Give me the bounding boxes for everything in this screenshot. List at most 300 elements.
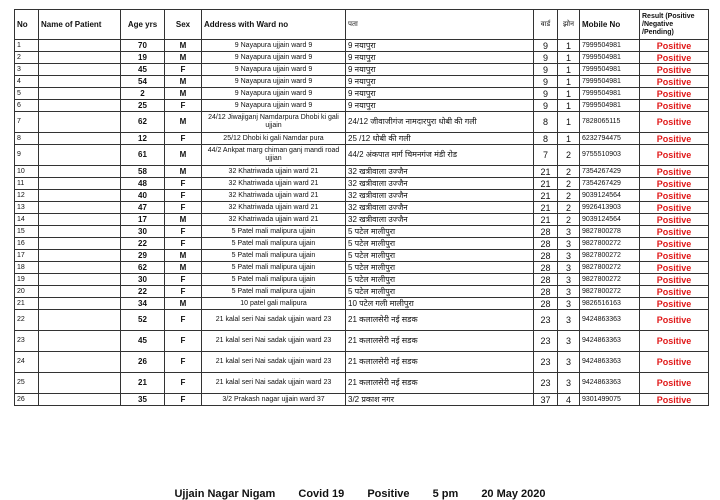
zone-no-cell: 1 (558, 100, 580, 112)
mobile-no-cell: 7828065115 (580, 112, 640, 133)
ward-no-cell: 21 (534, 190, 558, 202)
ward-no-cell: 8 (534, 112, 558, 133)
table-row (15, 214, 709, 226)
sex-cell: F (165, 373, 202, 394)
header-result: Result (Positive /Negative /Pending) (640, 10, 709, 40)
result-cell: Positive (640, 331, 709, 352)
zone-no-cell: 3 (558, 238, 580, 250)
zone-no-cell: 3 (558, 250, 580, 262)
zone-no-cell: 2 (558, 178, 580, 190)
table-row (15, 352, 709, 373)
age-cell: 22 (121, 238, 165, 250)
patient-name-cell (39, 310, 121, 331)
table-row (15, 394, 709, 406)
patient-name-cell (39, 88, 121, 100)
ward-no-cell: 21 (534, 214, 558, 226)
zone-no-cell: 4 (558, 394, 580, 406)
result-cell: Positive (640, 286, 709, 298)
address-hindi-cell: 9 नयापुरा (346, 40, 534, 52)
row-no-cell: 14 (15, 214, 39, 226)
patient-name-cell (39, 262, 121, 274)
footer-status: Positive (367, 488, 410, 500)
ward-no-cell: 21 (534, 178, 558, 190)
row-no-cell: 26 (15, 394, 39, 406)
result-cell: Positive (640, 373, 709, 394)
mobile-no-cell: 9424863363 (580, 373, 640, 394)
zone-no-cell: 3 (558, 274, 580, 286)
age-cell: 29 (121, 250, 165, 262)
address-hindi-cell: 44/2 अंकपात मार्ग चिमनगंज मंडी रोड (346, 145, 534, 166)
sex-cell: M (165, 52, 202, 64)
sex-cell: M (165, 214, 202, 226)
sex-cell: F (165, 286, 202, 298)
sex-cell: M (165, 40, 202, 52)
row-no-cell: 16 (15, 238, 39, 250)
age-cell: 12 (121, 133, 165, 145)
result-cell: Positive (640, 133, 709, 145)
patient-name-cell (39, 298, 121, 310)
ward-no-cell: 9 (534, 64, 558, 76)
ward-no-cell: 9 (534, 88, 558, 100)
table-row (15, 100, 709, 112)
table-row (15, 133, 709, 145)
ward-no-cell: 28 (534, 262, 558, 274)
sex-cell: F (165, 100, 202, 112)
mobile-no-cell: 9039124564 (580, 214, 640, 226)
table-row (15, 298, 709, 310)
row-no-cell: 9 (15, 145, 39, 166)
zone-no-cell: 1 (558, 40, 580, 52)
result-cell: Positive (640, 352, 709, 373)
mobile-no-cell: 9827800272 (580, 250, 640, 262)
patient-name-cell (39, 202, 121, 214)
ward-no-cell: 23 (534, 373, 558, 394)
table-row (15, 274, 709, 286)
ward-no-cell: 23 (534, 331, 558, 352)
result-cell: Positive (640, 250, 709, 262)
mobile-no-cell: 9827800278 (580, 226, 640, 238)
ward-no-cell: 23 (534, 352, 558, 373)
zone-no-cell: 3 (558, 310, 580, 331)
address-hindi-cell: 32 खत्रीवाला उज्जैन (346, 190, 534, 202)
age-cell: 47 (121, 202, 165, 214)
zone-no-cell: 2 (558, 166, 580, 178)
footer (0, 488, 720, 500)
patient-name-cell (39, 238, 121, 250)
sex-cell: F (165, 178, 202, 190)
result-cell: Positive (640, 166, 709, 178)
patient-name-cell (39, 352, 121, 373)
table-row (15, 373, 709, 394)
sex-cell: M (165, 166, 202, 178)
sex-cell: M (165, 112, 202, 133)
table-row (15, 331, 709, 352)
ward-no-cell: 28 (534, 298, 558, 310)
zone-no-cell: 1 (558, 52, 580, 64)
mobile-no-cell: 9755510903 (580, 145, 640, 166)
sex-cell: F (165, 64, 202, 76)
mobile-no-cell: 6232794475 (580, 133, 640, 145)
table-row (15, 112, 709, 133)
patient-name-cell (39, 394, 121, 406)
mobile-no-cell: 7354267429 (580, 166, 640, 178)
address-hindi-cell: 5 पटेल मालीपुरा (346, 238, 534, 250)
table-row (15, 145, 709, 166)
sex-cell: F (165, 133, 202, 145)
patient-name-cell (39, 250, 121, 262)
address-hindi-cell: 25 /12 धोबी की गली (346, 133, 534, 145)
zone-no-cell: 1 (558, 112, 580, 133)
age-cell: 34 (121, 298, 165, 310)
age-cell: 45 (121, 331, 165, 352)
address-cell: 21 kalal seri Nai sadak ujjain ward 23 (202, 310, 346, 331)
address-hindi-cell: 24/12 जीवाजीगंज नामदारपुरा धोबी की गली (346, 112, 534, 133)
footer-time: 5 pm (432, 488, 459, 500)
sex-cell: F (165, 238, 202, 250)
age-cell: 35 (121, 394, 165, 406)
address-cell: 5 Patel mali malipura ujjain (202, 286, 346, 298)
sex-cell: M (165, 262, 202, 274)
patient-name-cell (39, 76, 121, 88)
table-row (15, 202, 709, 214)
result-cell: Positive (640, 394, 709, 406)
mobile-no-cell: 7999504981 (580, 88, 640, 100)
address-hindi-cell: 9 नयापुरा (346, 52, 534, 64)
zone-no-cell: 2 (558, 190, 580, 202)
patient-name-cell (39, 331, 121, 352)
age-cell: 30 (121, 226, 165, 238)
address-cell: 5 Patel mali malipura ujjain (202, 238, 346, 250)
row-no-cell: 2 (15, 52, 39, 64)
header-sex: Sex (165, 10, 202, 40)
result-cell: Positive (640, 100, 709, 112)
row-no-cell: 10 (15, 166, 39, 178)
row-no-cell: 7 (15, 112, 39, 133)
table-row (15, 64, 709, 76)
table-row (15, 76, 709, 88)
ward-no-cell: 7 (534, 145, 558, 166)
age-cell: 70 (121, 40, 165, 52)
sex-cell: M (165, 76, 202, 88)
result-cell: Positive (640, 88, 709, 100)
mobile-no-cell: 7999504981 (580, 100, 640, 112)
row-no-cell: 15 (15, 226, 39, 238)
sex-cell: F (165, 352, 202, 373)
address-hindi-cell: 32 खत्रीवाला उज्जैन (346, 214, 534, 226)
footer-org: Ujjain Nagar Nigam (174, 488, 276, 500)
zone-no-cell: 3 (558, 262, 580, 274)
zone-no-cell: 3 (558, 352, 580, 373)
sex-cell: F (165, 274, 202, 286)
patient-name-cell (39, 100, 121, 112)
zone-no-cell: 2 (558, 214, 580, 226)
sex-cell: M (165, 250, 202, 262)
address-hindi-cell: 21 कलालसेरी नई सडक (346, 310, 534, 331)
zone-no-cell: 3 (558, 286, 580, 298)
ward-no-cell: 9 (534, 40, 558, 52)
address-hindi-cell: 32 खत्रीवाला उज्जैन (346, 166, 534, 178)
header-name: Name of Patient (39, 10, 121, 40)
patient-name-cell (39, 40, 121, 52)
address-cell: 32 Khatriwada ujjain ward 21 (202, 202, 346, 214)
ward-no-cell: 9 (534, 52, 558, 64)
address-hindi-cell: 21 कलालसेरी नई सडक (346, 352, 534, 373)
address-cell: 25/12 Dhobi ki gali Namdar pura (202, 133, 346, 145)
address-cell: 21 kalal seri Nai sadak ujjain ward 23 (202, 331, 346, 352)
patient-name-cell (39, 286, 121, 298)
ward-no-cell: 37 (534, 394, 558, 406)
result-cell: Positive (640, 298, 709, 310)
address-cell: 5 Patel mali malipura ujjain (202, 274, 346, 286)
address-cell: 44/2 Ankpat marg chiman ganj mandi road ujjian (202, 145, 346, 166)
ward-no-cell: 21 (534, 166, 558, 178)
sex-cell: F (165, 190, 202, 202)
age-cell: 30 (121, 274, 165, 286)
table-row (15, 178, 709, 190)
header-age: Age yrs (121, 10, 165, 40)
row-no-cell: 25 (15, 373, 39, 394)
row-no-cell: 5 (15, 88, 39, 100)
mobile-no-cell: 7999504981 (580, 40, 640, 52)
zone-no-cell: 1 (558, 64, 580, 76)
mobile-no-cell: 9301499075 (580, 394, 640, 406)
age-cell: 40 (121, 190, 165, 202)
table-row (15, 52, 709, 64)
result-cell: Positive (640, 202, 709, 214)
address-hindi-cell: 10 पटेल गली मालीपुरा (346, 298, 534, 310)
sex-cell: M (165, 145, 202, 166)
ward-no-cell: 28 (534, 274, 558, 286)
ward-no-cell: 9 (534, 100, 558, 112)
address-cell: 5 Patel mali malipura ujjain (202, 226, 346, 238)
mobile-no-cell: 9424863363 (580, 331, 640, 352)
zone-no-cell: 3 (558, 226, 580, 238)
address-hindi-cell: 32 खत्रीवाला उज्जैन (346, 202, 534, 214)
age-cell: 17 (121, 214, 165, 226)
sex-cell: F (165, 226, 202, 238)
patient-name-cell (39, 133, 121, 145)
address-hindi-cell: 5 पटेल मालीपुरा (346, 274, 534, 286)
address-cell: 9 Nayapura ujjain ward 9 (202, 64, 346, 76)
address-hindi-cell: 9 नयापुरा (346, 64, 534, 76)
address-hindi-cell: 32 खत्रीवाला उज्जैन (346, 178, 534, 190)
mobile-no-cell: 9826516163 (580, 298, 640, 310)
result-cell: Positive (640, 40, 709, 52)
address-cell: 5 Patel mali malipura ujjain (202, 262, 346, 274)
result-cell: Positive (640, 64, 709, 76)
patient-name-cell (39, 112, 121, 133)
row-no-cell: 18 (15, 262, 39, 274)
result-cell: Positive (640, 262, 709, 274)
patient-name-cell (39, 214, 121, 226)
header-mobile: Mobile No (580, 10, 640, 40)
sex-cell: M (165, 88, 202, 100)
row-no-cell: 20 (15, 286, 39, 298)
mobile-no-cell: 7354267429 (580, 178, 640, 190)
table-row (15, 166, 709, 178)
row-no-cell: 19 (15, 274, 39, 286)
age-cell: 26 (121, 352, 165, 373)
age-cell: 62 (121, 112, 165, 133)
footer-date: 20 May 2020 (481, 488, 546, 500)
address-hindi-cell: 5 पटेल मालीपुरा (346, 262, 534, 274)
patient-name-cell (39, 166, 121, 178)
result-cell: Positive (640, 145, 709, 166)
age-cell: 61 (121, 145, 165, 166)
mobile-no-cell: 7999504981 (580, 76, 640, 88)
ward-no-cell: 28 (534, 238, 558, 250)
mobile-no-cell: 9424863363 (580, 310, 640, 331)
row-no-cell: 4 (15, 76, 39, 88)
address-cell: 9 Nayapura ujjain ward 9 (202, 76, 346, 88)
address-cell: 5 Patel mali malipura ujjain (202, 250, 346, 262)
age-cell: 25 (121, 100, 165, 112)
row-no-cell: 22 (15, 310, 39, 331)
table-row (15, 250, 709, 262)
patient-name-cell (39, 145, 121, 166)
address-hindi-cell: 9 नयापुरा (346, 100, 534, 112)
mobile-no-cell: 9926413903 (580, 202, 640, 214)
address-cell: 9 Nayapura ujjain ward 9 (202, 40, 346, 52)
mobile-no-cell: 7999504981 (580, 52, 640, 64)
address-cell: 3/2 Prakash nagar ujjain ward 37 (202, 394, 346, 406)
patient-name-cell (39, 190, 121, 202)
ward-no-cell: 23 (534, 310, 558, 331)
table-header-row (15, 10, 709, 40)
footer-disease: Covid 19 (298, 488, 345, 500)
age-cell: 22 (121, 286, 165, 298)
table-body (15, 40, 709, 406)
result-cell: Positive (640, 310, 709, 331)
address-cell: 32 Khatriwada ujjain ward 21 (202, 190, 346, 202)
result-cell: Positive (640, 76, 709, 88)
mobile-no-cell: 9039124564 (580, 190, 640, 202)
header-ward: वार्ड (534, 10, 558, 40)
mobile-no-cell: 9827800272 (580, 262, 640, 274)
sex-cell: F (165, 394, 202, 406)
table-row (15, 190, 709, 202)
table-row (15, 88, 709, 100)
result-cell: Positive (640, 226, 709, 238)
row-no-cell: 23 (15, 331, 39, 352)
result-cell: Positive (640, 238, 709, 250)
age-cell: 21 (121, 373, 165, 394)
result-cell: Positive (640, 274, 709, 286)
zone-no-cell: 1 (558, 133, 580, 145)
zone-no-cell: 1 (558, 76, 580, 88)
row-no-cell: 6 (15, 100, 39, 112)
zone-no-cell: 1 (558, 88, 580, 100)
patient-name-cell (39, 226, 121, 238)
address-cell: 32 Khatriwada ujjain ward 21 (202, 166, 346, 178)
zone-no-cell: 3 (558, 373, 580, 394)
address-cell: 9 Nayapura ujjain ward 9 (202, 52, 346, 64)
table-row (15, 40, 709, 52)
address-cell: 21 kalal seri Nai sadak ujjain ward 23 (202, 352, 346, 373)
address-hindi-cell: 5 पटेल मालीपुरा (346, 286, 534, 298)
row-no-cell: 17 (15, 250, 39, 262)
ward-no-cell: 28 (534, 250, 558, 262)
table-row (15, 238, 709, 250)
mobile-no-cell: 9827800272 (580, 274, 640, 286)
address-cell: 21 kalal seri Nai sadak ujjain ward 23 (202, 373, 346, 394)
ward-no-cell: 28 (534, 286, 558, 298)
row-no-cell: 11 (15, 178, 39, 190)
age-cell: 19 (121, 52, 165, 64)
table-row (15, 286, 709, 298)
row-no-cell: 1 (15, 40, 39, 52)
age-cell: 62 (121, 262, 165, 274)
zone-no-cell: 2 (558, 202, 580, 214)
patient-name-cell (39, 274, 121, 286)
mobile-no-cell: 9827800272 (580, 286, 640, 298)
sex-cell: M (165, 298, 202, 310)
sex-cell: F (165, 310, 202, 331)
mobile-no-cell: 7999504981 (580, 64, 640, 76)
address-cell: 24/12 Jiwajiganj Namdarpura Dhobi ki gali ujjain (202, 112, 346, 133)
zone-no-cell: 3 (558, 298, 580, 310)
header-address-hindi: पता (346, 10, 534, 40)
table-row (15, 310, 709, 331)
address-cell: 10 patel gali malipura (202, 298, 346, 310)
patient-name-cell (39, 64, 121, 76)
table-row (15, 262, 709, 274)
address-hindi-cell: 5 पटेल मालीपुरा (346, 250, 534, 262)
zone-no-cell: 3 (558, 331, 580, 352)
address-hindi-cell: 9 नयापुरा (346, 88, 534, 100)
sex-cell: F (165, 331, 202, 352)
row-no-cell: 24 (15, 352, 39, 373)
header-no: No (15, 10, 39, 40)
result-cell: Positive (640, 190, 709, 202)
patient-name-cell (39, 373, 121, 394)
row-no-cell: 3 (15, 64, 39, 76)
age-cell: 54 (121, 76, 165, 88)
address-hindi-cell: 5 पटेल मालीपुरा (346, 226, 534, 238)
result-cell: Positive (640, 112, 709, 133)
table-row (15, 226, 709, 238)
age-cell: 58 (121, 166, 165, 178)
address-cell: 32 Khatriwada ujjain ward 21 (202, 178, 346, 190)
age-cell: 52 (121, 310, 165, 331)
address-cell: 32 Khatriwada ujjain ward 21 (202, 214, 346, 226)
patient-name-cell (39, 52, 121, 64)
age-cell: 45 (121, 64, 165, 76)
ward-no-cell: 8 (534, 133, 558, 145)
ward-no-cell: 9 (534, 76, 558, 88)
row-no-cell: 21 (15, 298, 39, 310)
zone-no-cell: 2 (558, 145, 580, 166)
row-no-cell: 13 (15, 202, 39, 214)
address-hindi-cell: 21 कलालसेरी नई सडक (346, 331, 534, 352)
age-cell: 48 (121, 178, 165, 190)
age-cell: 2 (121, 88, 165, 100)
patient-name-cell (39, 178, 121, 190)
sex-cell: F (165, 202, 202, 214)
ward-no-cell: 21 (534, 202, 558, 214)
result-cell: Positive (640, 52, 709, 64)
address-cell: 9 Nayapura ujjain ward 9 (202, 88, 346, 100)
address-hindi-cell: 21 कलालसेरी नई सडक (346, 373, 534, 394)
header-zone: झोन (558, 10, 580, 40)
header-address: Address with Ward no (202, 10, 346, 40)
address-hindi-cell: 9 नयापुरा (346, 76, 534, 88)
address-cell: 9 Nayapura ujjain ward 9 (202, 100, 346, 112)
address-hindi-cell: 3/2 प्रकाश नगर (346, 394, 534, 406)
row-no-cell: 8 (15, 133, 39, 145)
row-no-cell: 12 (15, 190, 39, 202)
mobile-no-cell: 9424863363 (580, 352, 640, 373)
